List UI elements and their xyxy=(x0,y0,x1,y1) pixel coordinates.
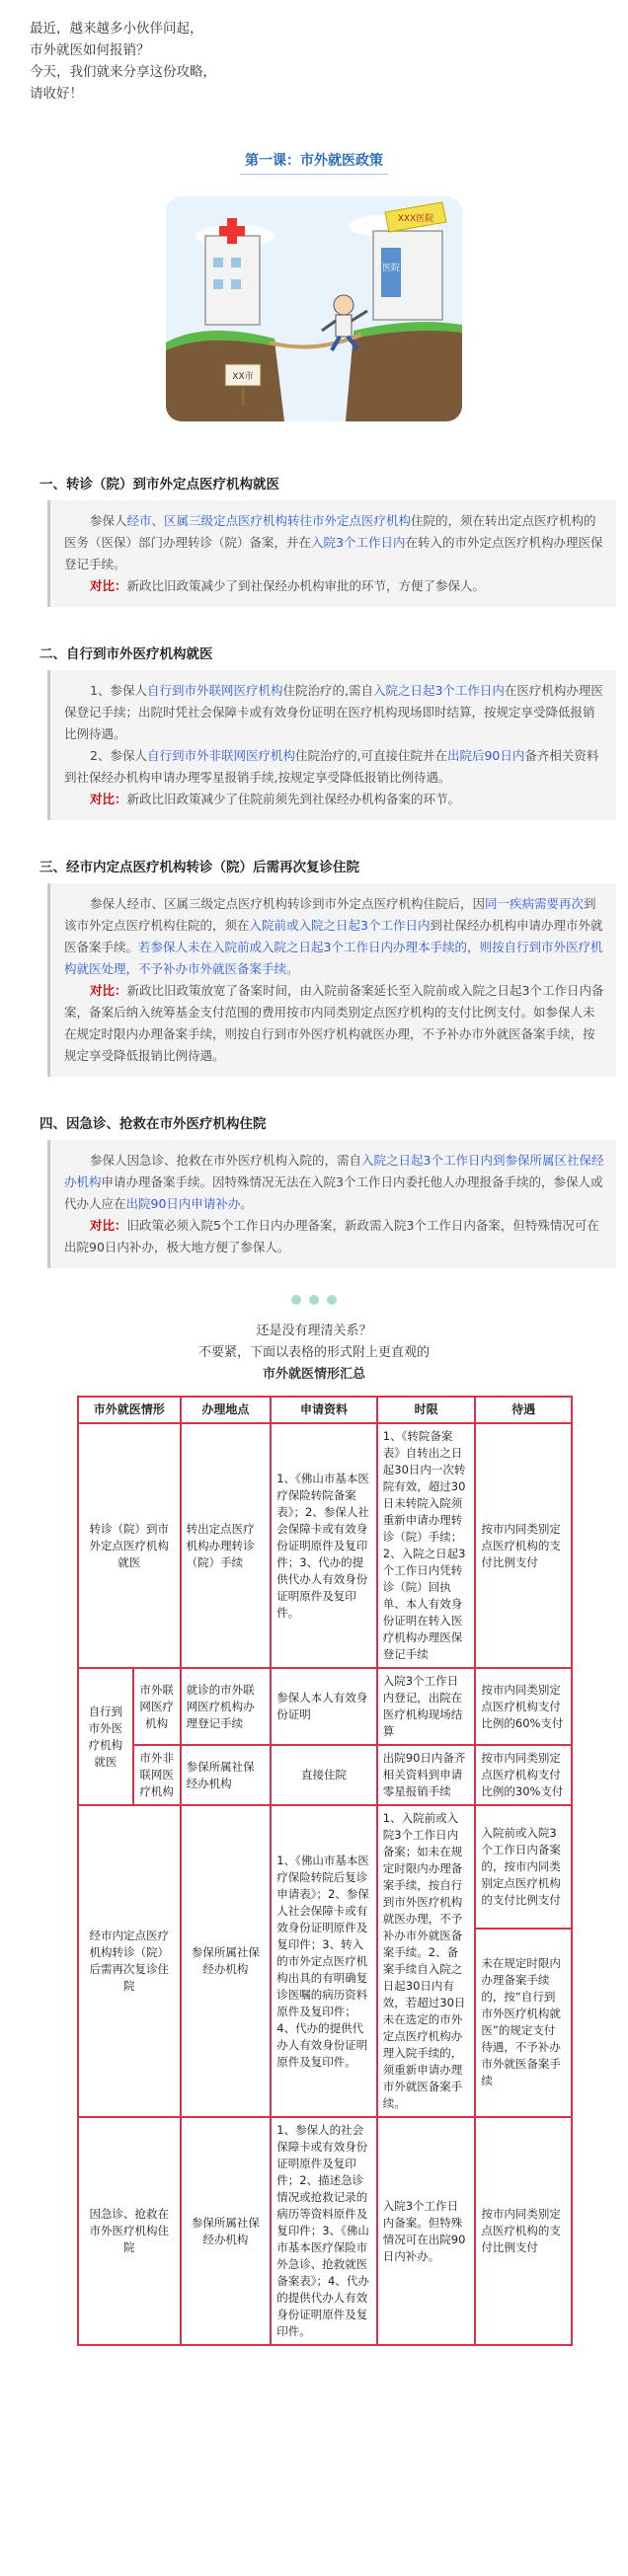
dot-icon xyxy=(291,1295,301,1305)
table-cell: 参保所属社保经办机构 xyxy=(181,2117,272,2345)
building-text: 医院 xyxy=(381,264,401,273)
table-row xyxy=(78,1668,572,1745)
outro-line: 市外就医情形汇总 xyxy=(262,1367,365,1382)
highlight-text: 入院前或入院之日起3个工作日内 xyxy=(249,918,431,933)
section-paragraph xyxy=(64,1150,606,1215)
table-cell: 直接住院 xyxy=(271,1745,377,1805)
highlight-text: 若参保人未在入院前或入院之日起3个工作日内办理本手续的，则按自行到市外医疗机构就医处理，不予补办市外就医备案手续。 xyxy=(64,940,603,976)
intro xyxy=(0,0,628,105)
highlight-text: 出院90日内申请补办 xyxy=(125,1196,241,1211)
text-run: 在医疗机构办理医保登记手续；出院时凭社会保障卡或有效身份证明在医疗机构现场即时结算，按规定享受降低报销比例待遇。 xyxy=(64,683,603,741)
note-text: 新政比旧政策减少了到社保经办机构审批的环节，方便了参保人。 xyxy=(126,578,486,593)
section-title: 四、因急诊、抢救在市外医疗机构住院 xyxy=(39,1116,267,1132)
text-run: 到社保经办机构申请办理市外就医备案手续。 xyxy=(64,918,603,954)
outro-line: 不要紧，下面以表格的形式附上更直观的 xyxy=(197,1345,430,1360)
summary-table xyxy=(77,1396,573,2346)
section-2 xyxy=(0,643,628,820)
table-row xyxy=(78,2117,572,2345)
table-row xyxy=(78,1745,572,1805)
table-cell: 未在规定时限内办理备案手续的，按“自行到市外医疗机构就医”的规定支付待遇，不予补办市外就医备案手续 xyxy=(475,1929,572,2117)
section-paragraph xyxy=(64,510,606,575)
table-cell: 1、《佛山市基本医疗保险转院备案表》；2、参保人社会保障卡或有效身份证明原件及复印件；3、代办的提供代办人有效身份证明原件及复印件。 xyxy=(271,1423,377,1668)
table-header: 办理地点 xyxy=(181,1397,272,1423)
text-run: 1、参保人 xyxy=(90,683,147,698)
section-3 xyxy=(0,856,628,1077)
section-box xyxy=(47,670,616,820)
section-box xyxy=(47,883,616,1077)
text-run: 参保人经市、区属三级定点医疗机构转诊到市外定点医疗机构住院后，因 xyxy=(90,896,486,911)
title-underline xyxy=(240,174,388,175)
table-cell: 参保人本人有效身份证明 xyxy=(271,1668,377,1745)
highlight-text: 入院之日起3个工作日内 xyxy=(372,683,505,698)
comparison-note xyxy=(64,980,606,1067)
person-figure xyxy=(334,295,353,315)
table-cell: 市外联网医疗机构 xyxy=(133,1668,181,1745)
table-cell: 按市内同类别定点医疗机构的支付比例支付 xyxy=(475,1423,572,1668)
table-header: 时限 xyxy=(377,1397,476,1423)
note-text: 新政比旧政策放宽了备案时间，由入院前备案延长至入院前或入院之日起3个工作日内备案，备案后纳入统筹基金支付范围的费用按市内同类别定点医疗机构的支付比例支付。如参保人未在规定时限内办理备案手续，则按自行到市外医疗机构就医办理，不予补办市外就医备案手续，按规定享受降低报销比例待遇。 xyxy=(64,983,604,1063)
cartoon-svg xyxy=(166,196,462,421)
table-cell: 市外非联网医疗机构 xyxy=(133,1745,181,1805)
table-header: 市外就医情形 xyxy=(78,1397,181,1423)
text-run: 住院的，须在转出定点医疗机构的医务（医保）部门办理转诊（院）备案，并在 xyxy=(64,513,596,550)
lesson-title: 第一课：市外就医政策 xyxy=(245,153,383,169)
outro xyxy=(0,1321,628,1386)
section-box xyxy=(47,1140,616,1268)
note-label: 对比： xyxy=(90,578,127,593)
section-title: 三、经市内定点医疗机构转诊（院）后需再次复诊住院 xyxy=(39,860,359,875)
text-run: 住院治疗的,可直接住院并在 xyxy=(294,748,447,763)
sign-text: XXX医院 xyxy=(397,214,434,224)
table-header: 申请资料 xyxy=(271,1397,377,1423)
intro-line: 最近，越来越多小伙伴问起， xyxy=(30,21,203,37)
highlight-text: 自行到市外联网医疗机构 xyxy=(146,683,283,698)
comparison-note xyxy=(64,1215,606,1258)
section-1 xyxy=(0,473,628,607)
text-run: 备齐相关资料到社保经办机构申请办理零星报销手续,按规定享受降低报销比例待遇。 xyxy=(64,748,599,785)
intro-line: 市外就医如何报销？ xyxy=(30,42,150,58)
table-cell: 1、《佛山市基本医疗保险转院后复诊申请表》；2、参保人社会保障卡或有效身份证明原件及复印件；3、转入的市外定点医疗机构出具的有明确复诊医嘱的病历资料原件及复印件；4、代办的提供代办人有效身份证明原件及复印件。 xyxy=(271,1805,377,2117)
note-text: 旧政策必须入院5个工作日内办理备案，新政需入院3个工作日内备案，但特殊情况可在出院90日内补办，极大地方便了参保人。 xyxy=(64,1218,599,1254)
highlight-text: 自行到市外非联网医疗机构 xyxy=(146,748,295,763)
highlight-text: 入院之日起3个工作日内到参保所属区社保经办机构 xyxy=(64,1153,604,1189)
table-cell: 出院90日内备齐相关资料到申请零星报销手续 xyxy=(377,1745,476,1805)
section-title: 二、自行到市外医疗机构就医 xyxy=(39,646,213,662)
table-row xyxy=(78,1423,572,1668)
table-cell: 参保所属社保经办机构 xyxy=(181,1805,272,2117)
note-text: 新政比旧政策减少了住院前须先到社保经办机构备案的环节。 xyxy=(126,792,461,806)
comparison-note xyxy=(64,575,606,597)
comparison-note xyxy=(64,789,606,810)
table-cell: 按市内同类别定点医疗机构支付比例的60%支付 xyxy=(475,1668,572,1745)
highlight-text: 出院后90日内 xyxy=(446,748,525,763)
highlight-text: 经市、区属三级定点医疗机构转往市外定点医疗机构 xyxy=(126,513,412,528)
dot-icon xyxy=(309,1295,319,1305)
table-cell: 经市内定点医疗机构转诊（院）后需再次复诊住院 xyxy=(78,1805,181,2117)
table-cell: 1、入院前或入院3个工作日内备案；如未在规定时限内办理备案手续，按自行到市外医疗机构就医办理，不予补办市外就医备案手续。2、备案手续自入院之日起30日内有效，若超过30日未在选定的市外定点医疗机构办理入院手续的，须重新申请办理市外就医备案手续。 xyxy=(377,1805,476,2117)
table-cell: 就诊的市外联网医疗机构办理登记手续 xyxy=(181,1668,272,1745)
table-cell: 1、《转院备案表》自转出之日起30日内一次转院有效，超过30日未转院入院须重新申请办理转诊（院）手续；2、入院之日起3个工作日内凭转诊（院）回执单、本人有效身份证明在转入医疗机构办理医保登记手续 xyxy=(377,1423,476,1668)
outro-line: 还是没有理清关系？ xyxy=(256,1324,372,1338)
table-cell: 1、参保人的社会保障卡或有效身份证明原件及复印件；2、描述急诊情况或抢救记录的病历等资料原件及复印件；3、《佛山市基本医疗保险市外急诊、抢救就医备案表》；4、代办的提供代办人有效身份证明原件及复印件。 xyxy=(271,2117,377,2345)
text-run: 到该市外定点医疗机构住院的，须在 xyxy=(64,896,596,933)
section-paragraph xyxy=(64,745,606,789)
table-row xyxy=(78,1805,572,1929)
note-label: 对比： xyxy=(90,1218,127,1233)
cliff-right xyxy=(346,324,462,421)
highlight-text: 同一疾病需要再次 xyxy=(485,896,585,911)
section-paragraph xyxy=(64,680,606,745)
note-label: 对比： xyxy=(90,792,127,806)
text-run: 住院治疗的,需自 xyxy=(282,683,373,698)
table-cell: 因急诊、抢救在市外医疗机构住院 xyxy=(78,2117,181,2345)
text-run: 2、参保人 xyxy=(90,748,147,763)
table-cell: 参保所属社保经办机构 xyxy=(181,1745,272,1805)
table-cell: 入院3个工作日内登记，出院在医疗机构现场结算 xyxy=(377,1668,476,1745)
dot-icon xyxy=(327,1295,337,1305)
board-text: XX市 xyxy=(232,372,254,382)
table-cell: 按市内同类别定点医疗机构的支付比例支付 xyxy=(475,2117,572,2345)
table-cell: 转出定点医疗机构办理转诊（院）手续 xyxy=(181,1423,272,1668)
intro-line: 今天，我们就来分享这份攻略， xyxy=(30,64,216,80)
section-box xyxy=(47,500,616,607)
divider-dots xyxy=(0,1294,628,1309)
text-run: 在转入的市外定点医疗机构办理医保登记手续。 xyxy=(64,535,603,571)
section-4 xyxy=(0,1112,628,1268)
text-run: 。 xyxy=(240,1196,253,1211)
highlight-text: 入院3个工作日内 xyxy=(311,535,406,550)
table-cell: 转诊（院）到市外定点医疗机构就医 xyxy=(78,1423,181,1668)
table-header: 待遇 xyxy=(475,1397,572,1423)
table-cell: 自行到市外医疗机构就医 xyxy=(78,1668,133,1805)
cartoon-illustration xyxy=(166,196,462,421)
table-cell: 按市内同类别定点医疗机构支付比例的30%支付 xyxy=(475,1745,572,1805)
text-run: 参保人因急诊、抢救在市外医疗机构入院的，需自 xyxy=(90,1153,362,1168)
table-cell: 入院3个工作日内备案。但特殊情况可在出院90日内补办。 xyxy=(377,2117,476,2345)
table-cell: 入院前或入院3个工作日内备案的，按市内同类别定点医疗机构的支付比例支付 xyxy=(475,1805,572,1929)
note-label: 对比： xyxy=(90,983,127,998)
text-run: 申请办理备案手续。因特殊情况无法在入院3个工作日内委托他人办理报备手续的，参保人或代办人应在 xyxy=(64,1174,603,1211)
intro-line: 请收好！ xyxy=(30,86,83,102)
text-run: 参保人 xyxy=(90,513,127,528)
section-paragraph xyxy=(64,893,606,980)
section-title: 一、转诊（院）到市外定点医疗机构就医 xyxy=(39,477,279,492)
table-header-row xyxy=(78,1397,572,1423)
